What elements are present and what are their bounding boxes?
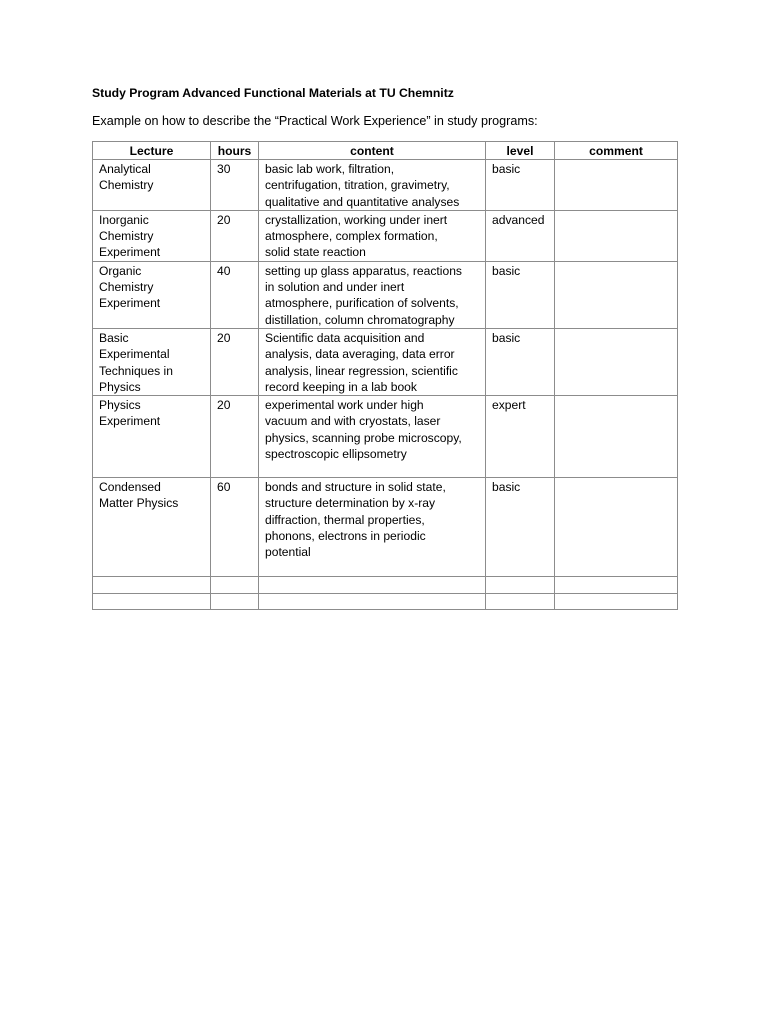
cell-comment xyxy=(555,328,678,395)
cell-hours: 60 xyxy=(211,478,259,577)
cell-level: expert xyxy=(486,396,555,478)
cell-lecture xyxy=(93,594,211,610)
header-comment: comment xyxy=(555,142,678,160)
cell-lecture: Organic Chemistry Experiment xyxy=(93,261,211,328)
cell-comment xyxy=(555,478,678,577)
practical-work-table xyxy=(92,141,678,610)
table-row xyxy=(93,328,678,395)
cell-content xyxy=(259,577,486,594)
cell-content: setting up glass apparatus, reactions in solution and under inert atmosphere, purification of solvents, distillation, column chromatography xyxy=(259,261,486,328)
cell-level: basic xyxy=(486,261,555,328)
cell-hours xyxy=(211,594,259,610)
cell-lecture: Inorganic Chemistry Experiment xyxy=(93,210,211,261)
table-row-empty xyxy=(93,594,678,610)
table-row xyxy=(93,160,678,211)
table-row xyxy=(93,396,678,478)
header-level: level xyxy=(486,142,555,160)
table-row xyxy=(93,261,678,328)
cell-level: basic xyxy=(486,328,555,395)
table-row xyxy=(93,210,678,261)
cell-comment xyxy=(555,261,678,328)
cell-hours: 30 xyxy=(211,160,259,211)
cell-lecture: Analytical Chemistry xyxy=(93,160,211,211)
cell-hours: 20 xyxy=(211,396,259,478)
cell-comment xyxy=(555,577,678,594)
cell-level xyxy=(486,577,555,594)
cell-content xyxy=(259,594,486,610)
cell-lecture: Physics Experiment xyxy=(93,396,211,478)
cell-hours: 40 xyxy=(211,261,259,328)
cell-lecture: Basic Experimental Techniques in Physics xyxy=(93,328,211,395)
cell-comment xyxy=(555,396,678,478)
document-title: Study Program Advanced Functional Materials at TU Chemnitz xyxy=(92,86,454,100)
header-content: content xyxy=(259,142,486,160)
cell-comment xyxy=(555,160,678,211)
cell-level: basic xyxy=(486,478,555,577)
cell-content: Scientific data acquisition and analysis, data averaging, data error analysis, linear regression, scientific record keeping in a lab book xyxy=(259,328,486,395)
table-row xyxy=(93,478,678,577)
cell-level xyxy=(486,594,555,610)
cell-level: advanced xyxy=(486,210,555,261)
cell-lecture xyxy=(93,577,211,594)
cell-lecture: Condensed Matter Physics xyxy=(93,478,211,577)
cell-hours: 20 xyxy=(211,210,259,261)
document-subtitle: Example on how to describe the “Practical Work Experience” in study programs: xyxy=(92,114,538,128)
cell-comment xyxy=(555,594,678,610)
cell-hours: 20 xyxy=(211,328,259,395)
cell-content: basic lab work, filtration, centrifugation, titration, gravimetry, qualitative and quantitative analyses xyxy=(259,160,486,211)
cell-level: basic xyxy=(486,160,555,211)
table-header-row xyxy=(93,142,678,160)
cell-comment xyxy=(555,210,678,261)
table-row-empty xyxy=(93,577,678,594)
header-lecture: Lecture xyxy=(93,142,211,160)
header-hours: hours xyxy=(211,142,259,160)
cell-content: experimental work under high vacuum and with cryostats, laser physics, scanning probe microscopy, spectroscopic ellipsometry xyxy=(259,396,486,478)
cell-content: crystallization, working under inert atmosphere, complex formation, solid state reaction xyxy=(259,210,486,261)
cell-hours xyxy=(211,577,259,594)
cell-content: bonds and structure in solid state, structure determination by x-ray diffraction, thermal properties, phonons, electrons in periodic potential xyxy=(259,478,486,577)
